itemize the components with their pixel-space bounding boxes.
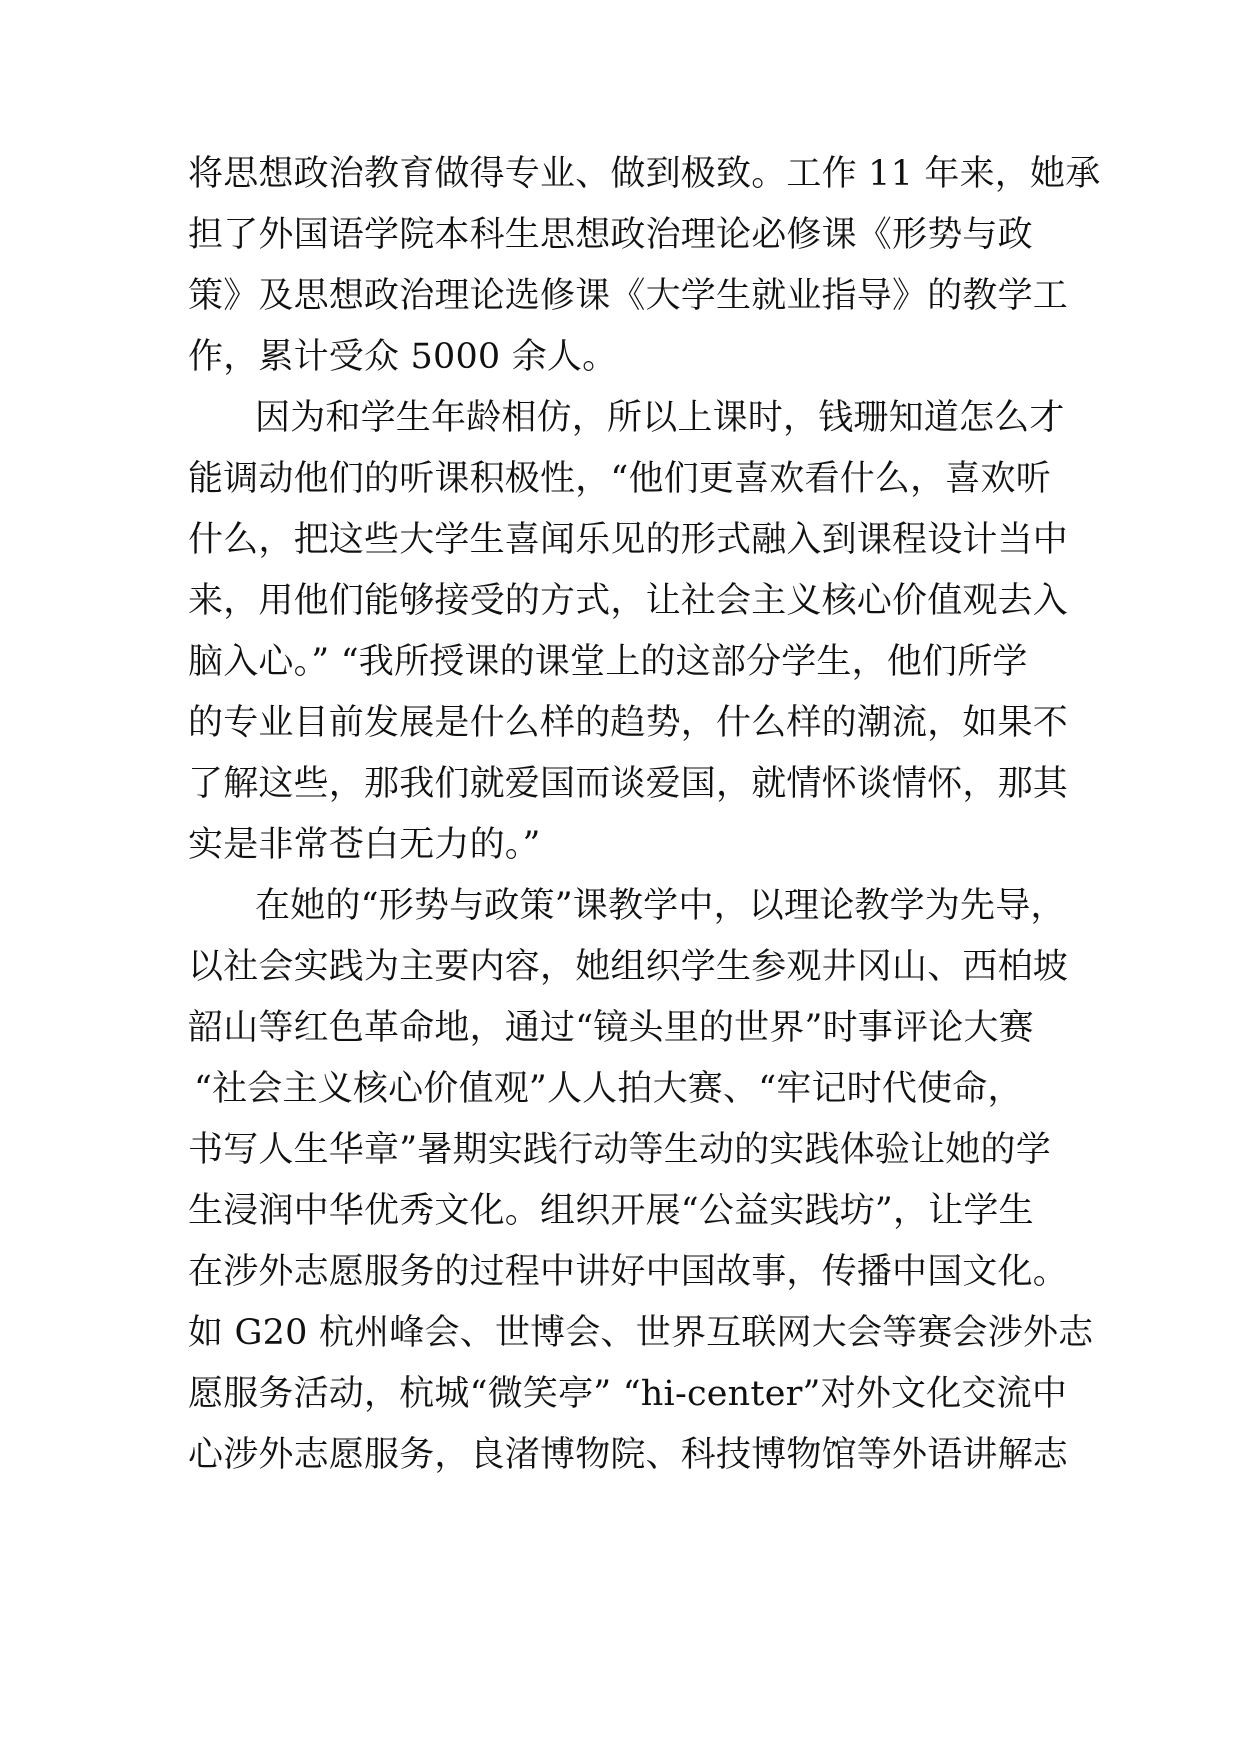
text-line: 策》及思想政治理论选修课《大学生就业指导》的教学工 [188, 276, 1069, 316]
text-line: 了解这些，那我们就爱国而谈爱国，就情怀谈情怀，那其 [188, 764, 1069, 804]
text-line: 在她的“形势与政策”课教学中，以理论教学为先导， [255, 886, 1066, 926]
text-line: “社会主义核心价值观”人人拍大赛、“牢记时代使命， [194, 1069, 1023, 1109]
text-line: 如 G20 杭州峰会、世博会、世界互联网大会等赛会涉外志 [188, 1313, 1094, 1353]
text-line: 的专业目前发展是什么样的趋势，什么样的潮流，如果不 [188, 703, 1069, 743]
text-line: 书写人生华章”暑期实践行动等生动的实践体验让她的学 [188, 1130, 1051, 1170]
text-line: 什么，把这些大学生喜闻乐见的形式融入到课程设计当中 [188, 520, 1069, 560]
text-line: 作，累计受众 5000 余人。 [188, 337, 618, 377]
text-line: 来，用他们能够接受的方式，让社会主义核心价值观去入 [188, 581, 1069, 621]
text-line: 在涉外志愿服务的过程中讲好中国故事，传播中国文化。 [188, 1252, 1069, 1292]
text-line: 脑入心。” “我所授课的课堂上的这部分学生，他们所学 [188, 642, 1028, 682]
text-line: 担了外国语学院本科生思想政治理论必修课《形势与政 [188, 215, 1033, 255]
text-line: 心涉外志愿服务，良渚博物院、科技博物馆等外语讲解志 [188, 1435, 1069, 1475]
text-line: 实是非常苍白无力的。” [188, 825, 541, 865]
text-line: 以社会实践为主要内容，她组织学生参观井冈山、西柏坡 [188, 947, 1069, 987]
text-line: 能调动他们的听课积极性，“他们更喜欢看什么，喜欢听 [188, 459, 1051, 499]
text-line: 韶山等红色革命地，通过“镜头里的世界”时事评论大赛 [188, 1008, 1034, 1048]
text-line: 愿服务活动，杭城“微笑亭” “hi-center”对外文化交流中 [188, 1374, 1068, 1414]
text-line: 生浸润中华优秀文化。组织开展“公益实践坊”，让学生 [188, 1191, 1034, 1231]
text-line: 将思想政治教育做得专业、做到极致。工作 11 年来，她承 [188, 154, 1101, 194]
text-line: 因为和学生年龄相仿，所以上课时，钱珊知道怎么才 [255, 398, 1065, 438]
